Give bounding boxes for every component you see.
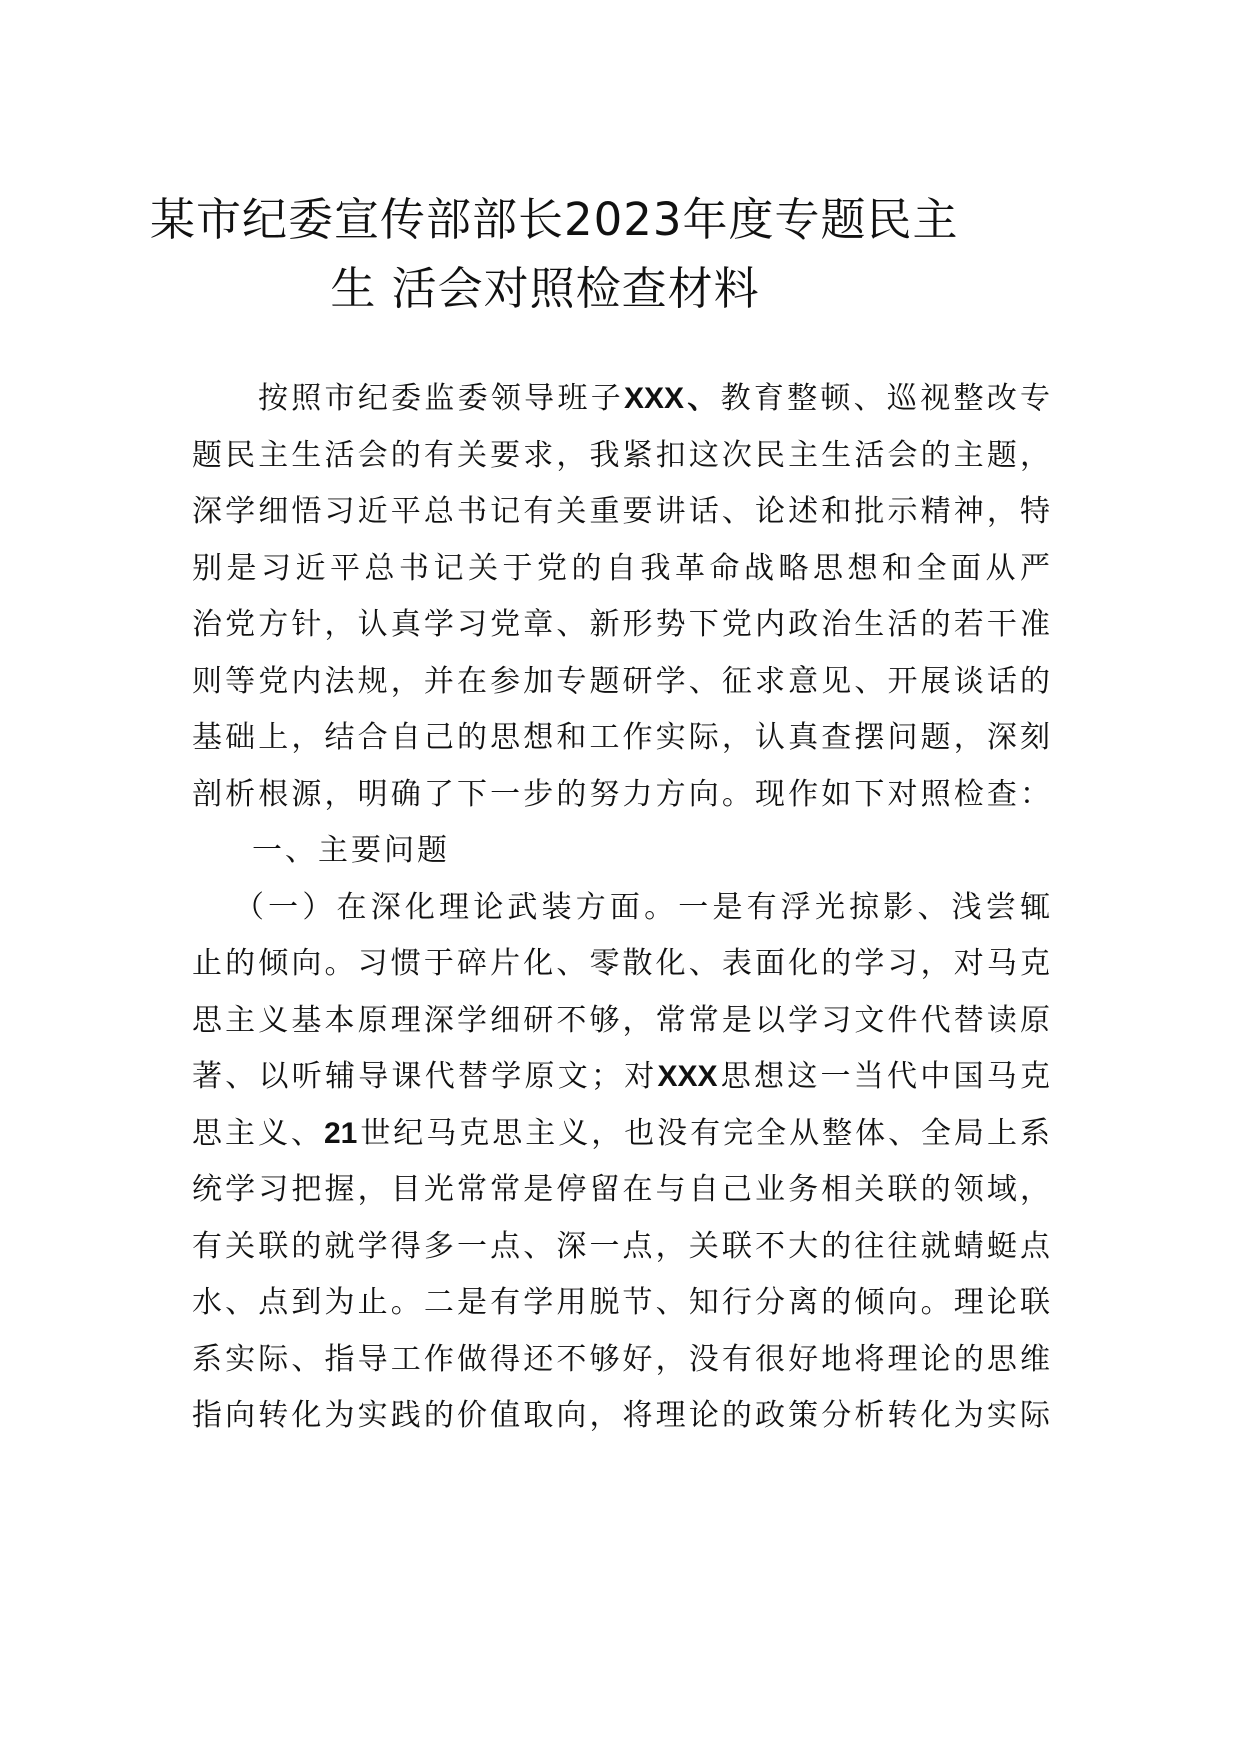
document-title [150,185,1050,323]
title-line-1: 某市纪委宣传部部长2023年度专题民主 [150,193,959,246]
section-paragraph-line: 统学习把握，目光常常是停留在与自己业务相关联的领域， [192,1172,1050,1207]
section-paragraph-line: 水、点到为止。二是有学用脱节、知行分离的倾向。理论联 [192,1285,1050,1320]
section-paragraph-line [192,1106,1050,1163]
section-text: 思主义、 [192,1115,324,1151]
section-paragraph-line: 止的倾向。习惯于碎片化、零散化、表面化的学习，对马克 [192,946,1050,981]
title-line-2: 生 活会对照检查材料 [330,262,760,315]
sub-heading: （一）在深化理论武装方面。 [234,889,679,925]
document-body [192,371,1050,1445]
section-text: 思想这一当代中国马克 [717,1059,1051,1094]
placeholder-name: XXX、 [623,382,721,415]
section-paragraph-line [192,1049,1050,1106]
intro-paragraph-line: 基础上，结合自己的思想和工作实际，认真查摆问题，深刻 [192,720,1050,755]
section-paragraph-line: 有关联的就学得多一点、深一点，关联不大的往往就蜻蜓点 [192,1228,1050,1264]
placeholder-name: XXX [657,1060,718,1093]
intro-text: 按照市纪委监委领导班子 [258,381,624,416]
section-paragraph-line [192,880,1050,937]
section-paragraph-line: 指向转化为实践的价值取向，将理论的政策分析转化为实际 [192,1398,1050,1433]
intro-paragraph-line: 别是习近平总书记关于党的自我革命战略思想和全面从严 [192,550,1050,586]
intro-paragraph-line: 题民主生活会的有关要求，我紧扣这次民主生活会的主题， [192,437,1050,473]
section-paragraph-line: 思主义基本原理深学细研不够，常常是以学习文件代替读原 [192,1002,1050,1038]
section-text: 著、以听辅导课代替学原文；对 [192,1059,658,1094]
section-text: 世纪马克思主义，也没有完全从整体、全局上系 [357,1115,1051,1151]
intro-text: 教育整顿、巡视整改专 [720,381,1051,416]
section-heading-main-problems: 一、主要问题 [252,833,450,868]
section-paragraph-line: 系实际、指导工作做得还不够好，没有很好地将理论的思维 [192,1341,1050,1377]
intro-paragraph-line: 深学细悟习近平总书记有关重要讲话、论述和批示精神，特 [192,494,1050,529]
century-number: 21 [323,1116,358,1150]
intro-paragraph-line [192,371,1050,428]
intro-paragraph-line: 剖析根源，明确了下一步的努力方向。现作如下对照检查： [192,776,1050,812]
section-text: 一是有浮光掠影、浅尝辄 [678,889,1051,925]
intro-paragraph-line: 治党方针，认真学习党章、新形势下党内政治生活的若干准 [192,607,1050,642]
intro-paragraph-line: 则等党内法规，并在参加专题研学、征求意见、开展谈话的 [192,663,1050,699]
